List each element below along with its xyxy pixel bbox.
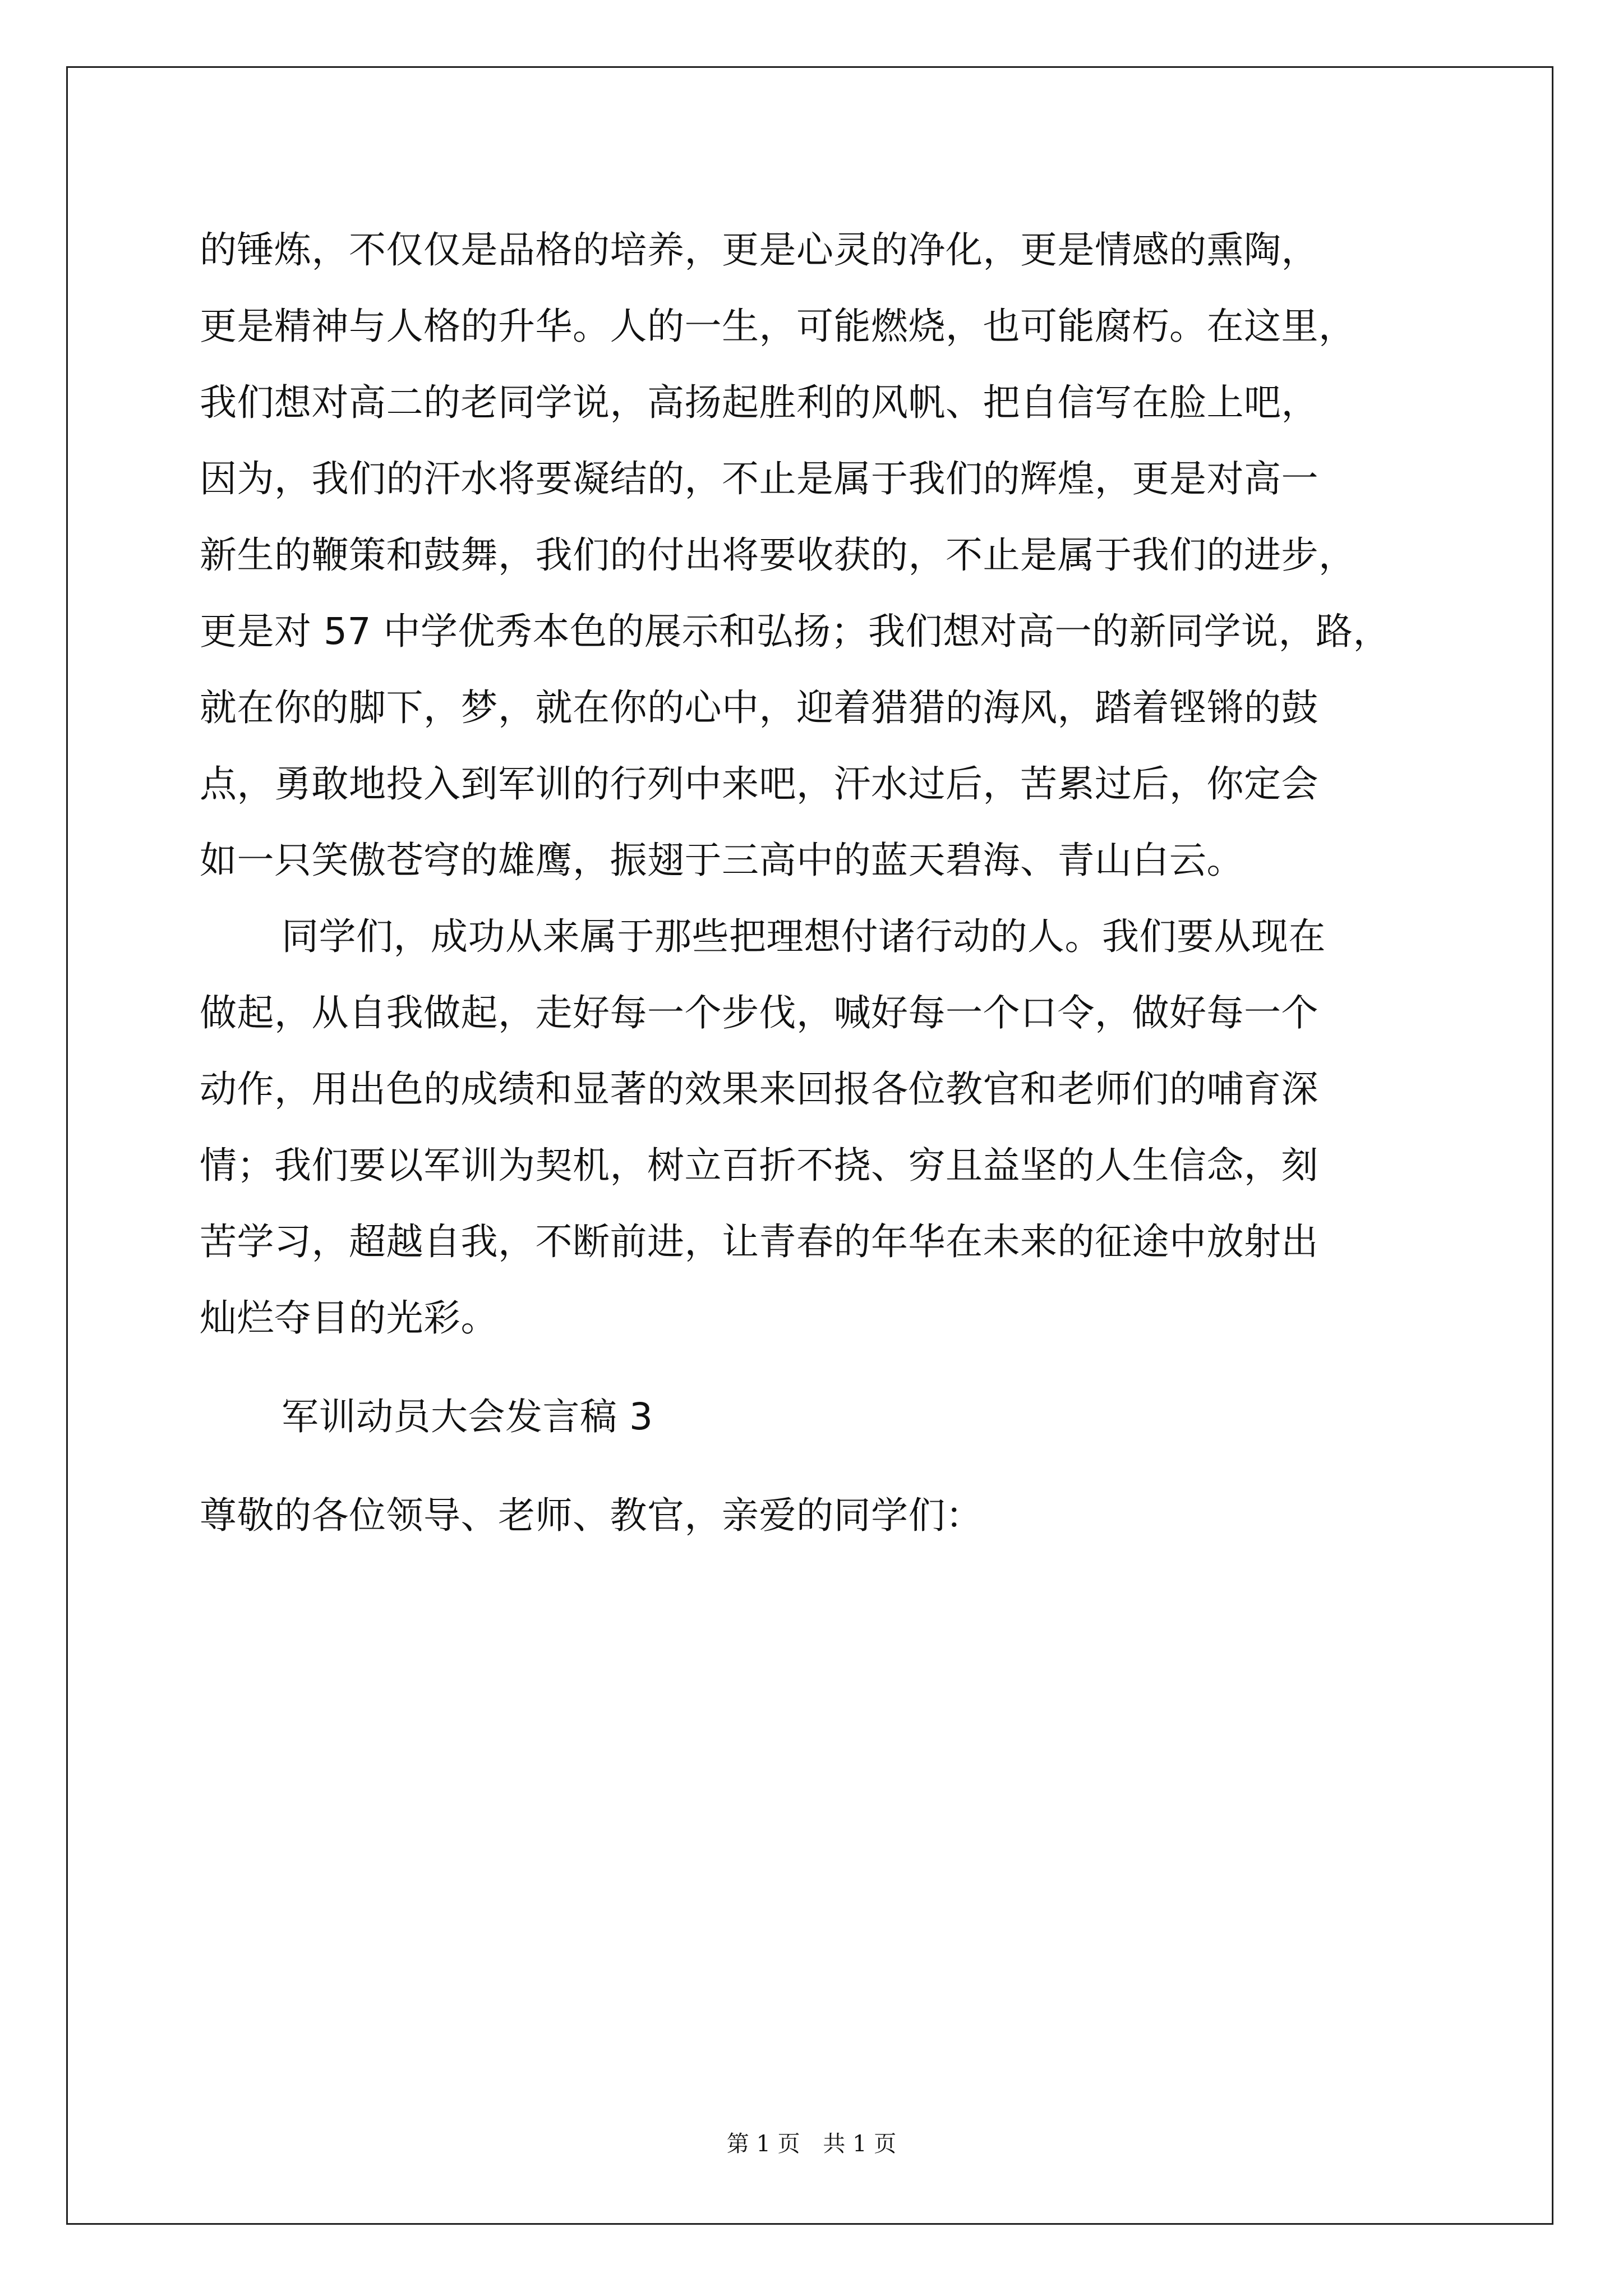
text-line: 更是对 57 中学优秀本色的展示和弘扬；我们想对高一的新同学说，路， [200,610,1390,653]
page-number-current: 第 1 页 [726,2131,800,2157]
document-body [200,212,1433,1554]
page-footer [0,2126,1623,2158]
text-line: 苦学习，超越自我，不断前进，让青春的年华在未来的征途中放射出 [200,1220,1318,1263]
text-line: 因为，我们的汗水将要凝结的，不止是属于我们的辉煌，更是对高一 [200,457,1318,500]
paragraph-2 [200,899,1433,1356]
text-line: 就在你的脚下，梦，就在你的心中，迎着猎猎的海风，踏着铿锵的鼓 [200,686,1318,729]
text-line: 做起，从自我做起，走好每一个步伐，喊好每一个口令，做好每一个 [200,991,1318,1034]
text-line: 灿烂夺目的光彩。 [200,1296,498,1340]
page-number-total: 共 1 页 [823,2131,897,2157]
spacer [200,1455,1433,1478]
salutation: 尊敬的各位领导、老师、教官，亲爱的同学们： [200,1494,983,1537]
paragraph-1 [200,212,1433,899]
spacer [200,1356,1433,1379]
text-line: 同学们，成功从来属于那些把理想付诸行动的人。我们要从现在 [282,915,1326,958]
text-line: 我们想对高二的老同学说，高扬起胜利的风帆、把自信写在脸上吧， [200,381,1318,424]
text-line: 新生的鞭策和鼓舞，我们的付出将要收获的，不止是属于我们的进步， [200,533,1356,577]
section-title: 军训动员大会发言稿 3 [282,1395,653,1438]
text-line: 动作，用出色的成绩和显著的效果来回报各位教官和老师们的哺育深 [200,1068,1318,1111]
text-line: 的锤炼，不仅仅是品格的培养，更是心灵的净化，更是情感的熏陶， [200,228,1318,272]
text-line: 点，勇敢地投入到军训的行列中来吧，汗水过后，苦累过后，你定会 [200,762,1318,806]
text-line: 更是精神与人格的升华。人的一生，可能燃烧，也可能腐朽。在这里， [200,305,1356,348]
text-line: 如一只笑傲苍穹的雄鹰，振翅于三高中的蓝天碧海、青山白云。 [200,839,1244,882]
text-line: 情；我们要以军训为契机，树立百折不挠、穷且益坚的人生信念，刻 [200,1144,1318,1187]
